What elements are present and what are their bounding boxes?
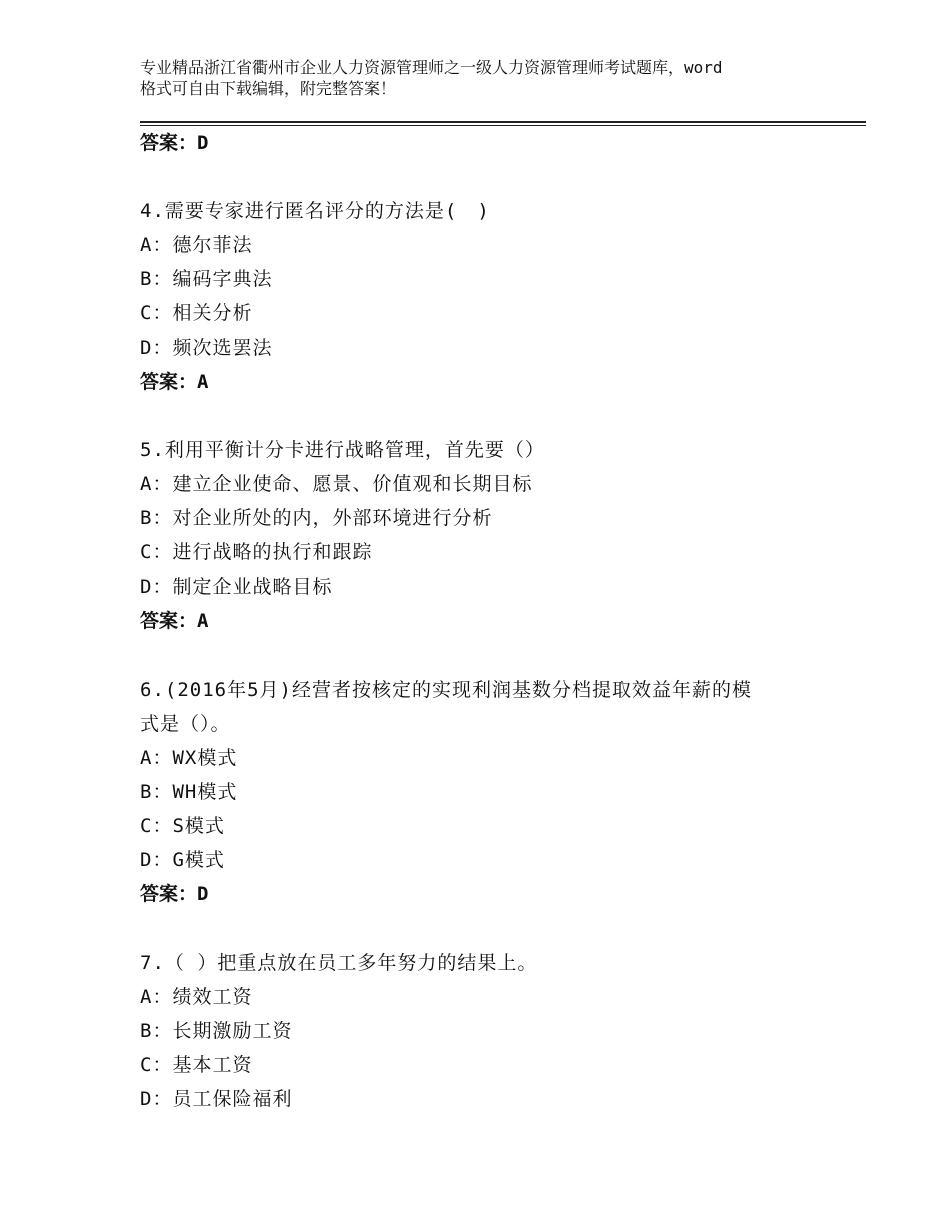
question-7-option-c: C：基本工资: [140, 1054, 253, 1076]
header-rule-thin: [140, 125, 866, 126]
header-title-line-1: 专业精品浙江省衢州市企业人力资源管理师之一级人力资源管理师考试题库，word: [140, 58, 723, 77]
question-5-option-b: B：对企业所处的内，外部环境进行分析: [140, 507, 493, 529]
question-5-stem: 5.利用平衡计分卡进行战略管理，首先要（）: [140, 439, 545, 461]
question-6-option-b: B：WH模式: [140, 781, 238, 803]
previous-answer: 答案：D: [140, 132, 209, 154]
question-7-option-b: B：长期激励工资: [140, 1020, 293, 1042]
question-6-stem-line-1: 6.(2016年5月)经营者按核定的实现利润基数分档提取效益年薪的模: [140, 679, 752, 701]
question-7-stem: 7.（ ）把重点放在员工多年努力的结果上。: [140, 952, 538, 974]
question-4-option-b: B：编码字典法: [140, 268, 273, 290]
header-rule-thick: [140, 121, 866, 123]
question-7-option-a: A：绩效工资: [140, 986, 253, 1008]
question-4-option-a: A：德尔菲法: [140, 234, 253, 256]
question-4-stem: 4.需要专家进行匿名评分的方法是( ): [140, 200, 490, 222]
question-7-option-d: D：员工保险福利: [140, 1088, 293, 1110]
question-6-option-c: C：S模式: [140, 815, 225, 837]
question-5-answer: 答案：A: [140, 610, 209, 632]
question-5-option-c: C：进行战略的执行和跟踪: [140, 541, 373, 563]
question-4-option-c: C：相关分析: [140, 302, 253, 324]
question-6-stem-line-2: 式是（）。: [140, 713, 231, 735]
question-6-answer: 答案：D: [140, 883, 209, 905]
question-5-option-a: A：建立企业使命、愿景、价值观和长期目标: [140, 473, 533, 495]
question-6-option-d: D：G模式: [140, 849, 225, 871]
question-5-option-d: D：制定企业战略目标: [140, 576, 333, 598]
header-title-line-2: 格式可自由下载编辑，附完整答案！: [140, 79, 397, 98]
question-6-option-a: A：WX模式: [140, 747, 238, 769]
question-4-option-d: D：频次选罢法: [140, 337, 273, 359]
question-4-answer: 答案：A: [140, 371, 209, 393]
